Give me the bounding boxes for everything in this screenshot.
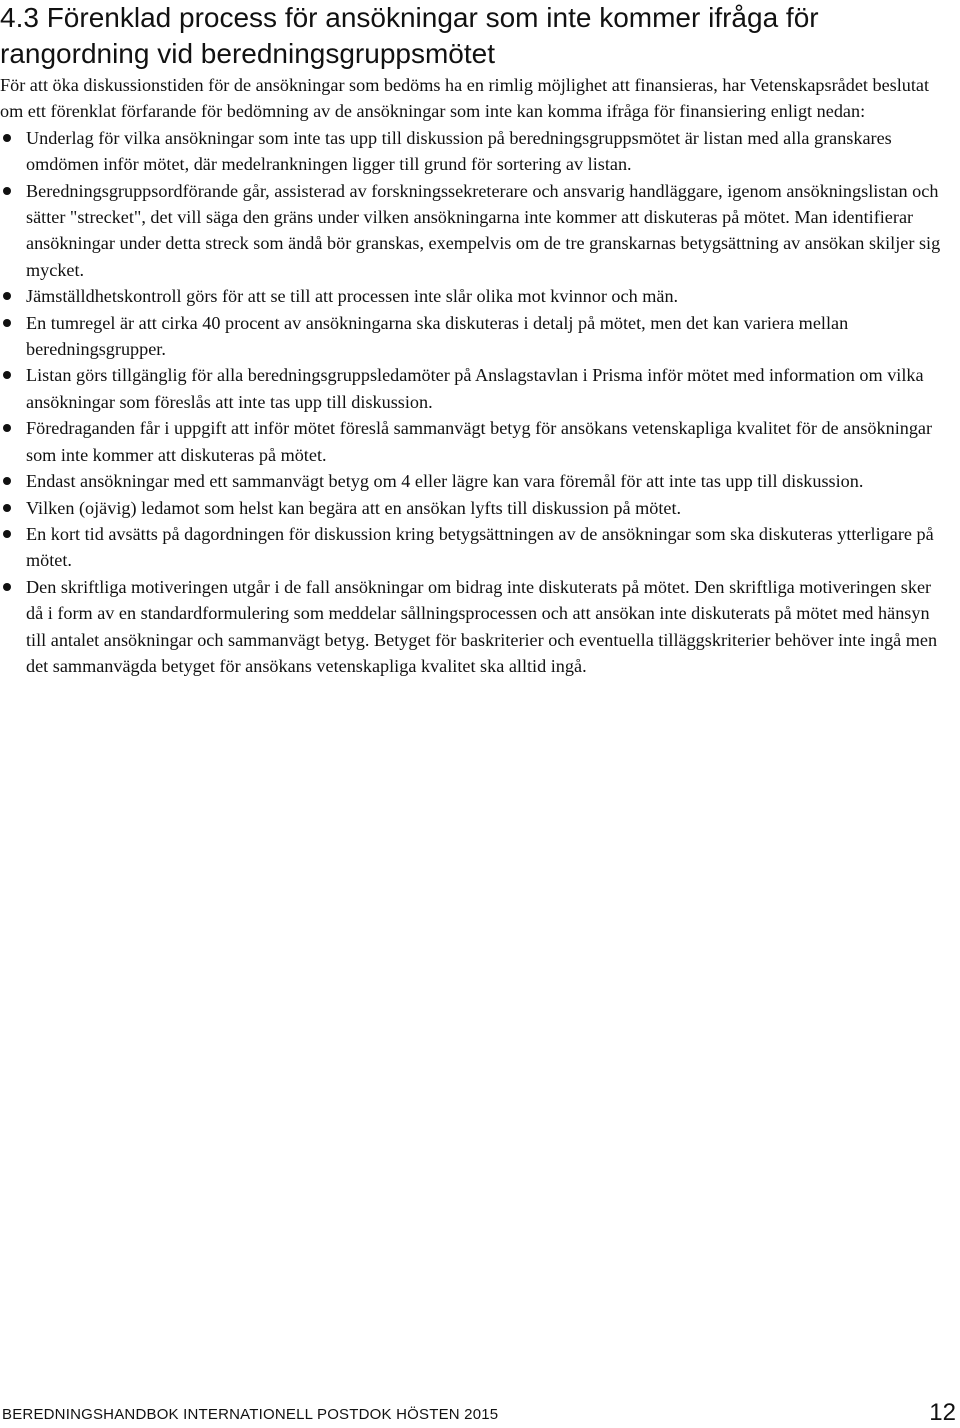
bullet-icon	[3, 134, 11, 142]
list-item	[0, 495, 960, 521]
bullet-icon	[3, 371, 11, 379]
list-item	[0, 310, 960, 363]
list-item-text: Endast ansökningar med ett sammanvägt betyg om 4 eller lägre kan vara föremål för att inte tas upp till diskussion.	[26, 471, 864, 492]
bullet-list	[0, 125, 960, 680]
page-number: 12	[929, 1399, 956, 1426]
list-item	[0, 574, 960, 680]
list-item-text: Föredraganden får i uppgift att inför mötet föreslå sammanvägt betyg för ansökans vetenskapliga kvalitet för de ansökningar som inte kommer att diskuteras på mötet.	[26, 418, 933, 465]
list-item-text: Underlag för vilka ansökningar som inte tas upp till diskussion på beredningsgruppsmötet är listan med alla granskares omdömen inför mötet, där medelrankningen ligger till grund för sortering av listan.	[26, 127, 892, 175]
bullet-icon	[3, 477, 11, 485]
list-item-text: En tumregel är att cirka 40 procent av ansökningarna ska diskuteras i detalj på mötet, men det kan variera mellan beredningsgrupper.	[26, 312, 849, 360]
list-item-text: Den skriftliga motiveringen utgår i de fall ansökningar om bidrag inte diskuterats på mötet. Den skriftliga motiveringen sker då i form av en standardformulering som meddelar sållningsprocessen och att ansökan inte diskuterats på mötet med hänsyn till antalet ansökningar och sammanvägt betyg. Betyget för baskriterier och eventuella tilläggskriterier behöver inte ingå men det sammanvägda betyget för ansökans vetenskapliga kvalitet ska alltid ingå.	[26, 576, 938, 676]
list-item-text: Beredningsgruppsordförande går, assisterad av forskningssekreterare och ansvarig handläggare, igenom ansökningslistan och sätter "strecket", det vill säga den gräns under vilken ansökningarna inte kommer att diskuteras på mötet. Man identifierar ansökningar under detta streck som ändå bör granskas, exempelvis om de tre granskarnas betygsättning av ansökan skiljer sig mycket.	[26, 180, 941, 280]
bullet-icon	[3, 504, 11, 512]
bullet-icon	[3, 187, 11, 195]
list-item-text: En kort tid avsätts på dagordningen för diskussion kring betygsättningen av de ansökningar som ska diskuteras ytterligare på mötet.	[26, 523, 934, 571]
page-footer	[0, 1400, 960, 1428]
list-item-text: Listan görs tillgänglig för alla beredningsgruppsledamöter på Anslagstavlan i Prisma inför mötet med information om vilka ansökningar som föreslås att inte tas upp till diskussion.	[26, 365, 924, 412]
bullet-icon	[3, 319, 11, 327]
list-item	[0, 521, 960, 574]
list-item	[0, 468, 960, 494]
list-item-text: Jämställdhetskontroll görs för att se till att processen inte slår olika mot kvinnor och män.	[26, 286, 679, 307]
list-item	[0, 283, 960, 309]
bullet-icon	[3, 424, 11, 432]
section-body	[0, 72, 960, 679]
bullet-icon	[3, 583, 11, 591]
list-item-text: Vilken (ojävig) ledamot som helst kan begära att en ansökan lyfts till diskussion på mötet.	[26, 497, 682, 518]
section-heading: 4.3 Förenklad process för ansökningar som inte kommer ifråga för rangordning vid beredningsgruppsmötet	[0, 2, 819, 69]
list-item	[0, 125, 960, 178]
list-item	[0, 362, 960, 415]
list-item	[0, 178, 960, 284]
list-item	[0, 415, 960, 468]
bullet-icon	[3, 292, 11, 300]
footer-title: BEREDNINGSHANDBOK INTERNATIONELL POSTDOK HÖSTEN 2015	[2, 1406, 499, 1423]
bullet-icon	[3, 530, 11, 538]
intro-paragraph: För att öka diskussionstiden för de ansökningar som bedöms ha en rimlig möjlighet att finansieras, har Vetenskapsrådet beslutat om ett förenklat förfarande för bedömning av de ansökningar som inte kan komma ifråga för finansiering enligt nedan:	[0, 75, 930, 122]
